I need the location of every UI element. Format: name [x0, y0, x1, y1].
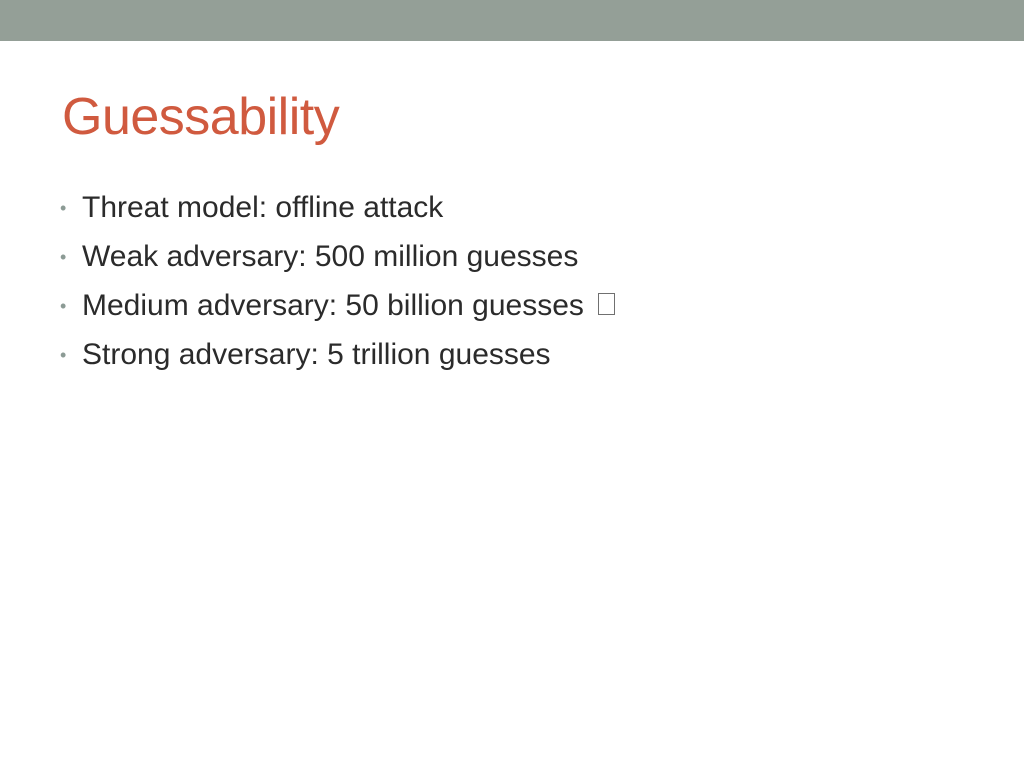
missing-glyph-box-icon [598, 293, 615, 315]
bullet-text: Strong adversary: 5 trillion guesses [82, 338, 551, 371]
bullet-list [60, 183, 615, 379]
bullet-text: Medium adversary: 50 billion guesses [82, 289, 584, 322]
bullet-item-medium-adversary [60, 281, 615, 330]
bullet-dot-icon: • [60, 198, 67, 218]
slide-title: Guessability [62, 88, 340, 146]
bullet-dot-icon: • [60, 345, 67, 365]
bullet-item-strong-adversary [60, 330, 615, 379]
bullet-dot-icon: • [60, 296, 67, 316]
bullet-item-weak-adversary [60, 232, 615, 281]
top-header-band [0, 0, 1024, 41]
bullet-dot-icon: • [60, 247, 67, 267]
bullet-text: Weak adversary: 500 million guesses [82, 240, 579, 273]
bullet-text: Threat model: offline attack [82, 191, 444, 224]
bullet-item-threat-model [60, 183, 615, 232]
